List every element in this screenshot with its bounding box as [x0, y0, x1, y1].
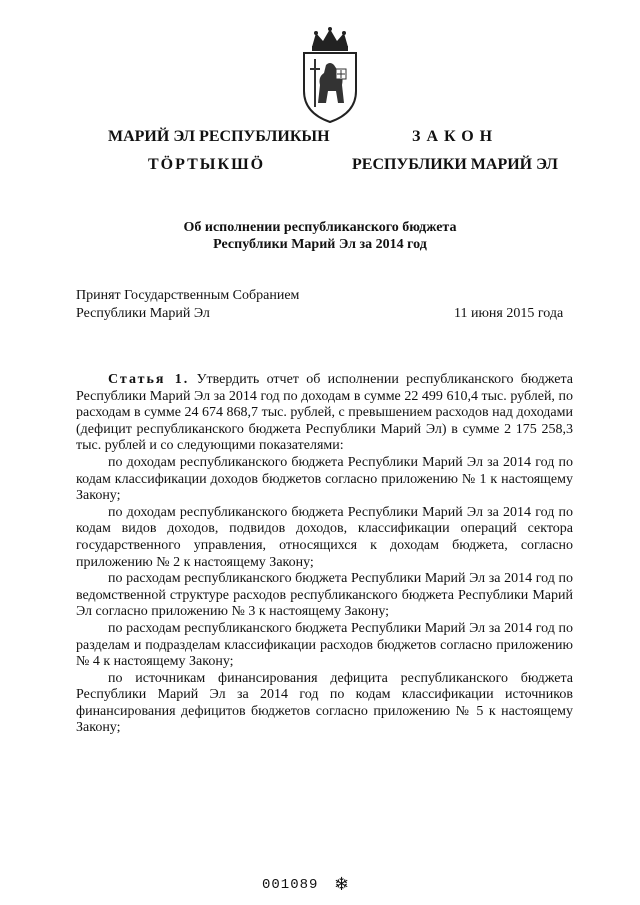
article-item: по расходам республиканского бюджета Республики Марий Эл за 2014 год по ведомственной структуре расходов республиканского бюджета Республики Марий Эл согласно приложению № 3 к настоящему Закону; — [76, 571, 573, 620]
adoption-date: 11 июня 2015 года — [454, 306, 564, 321]
adoption-line2: Республики Марий Эл — [76, 306, 210, 321]
header-right-line1: ЗАКОН — [412, 128, 499, 145]
article-item: по доходам республиканского бюджета Республики Марий Эл за 2014 год по кодам видов доходов, подвидов доходов, классификации операций сектора государственного управления, относящихся к доходам бюджета, согласно приложению № 2 к настоящему Закону; — [76, 504, 573, 570]
article-body — [76, 372, 573, 737]
coat-of-arms-icon — [298, 25, 362, 125]
header-left-line1: МАРИЙ ЭЛ РЕСПУБЛИКЫН — [108, 128, 330, 145]
article-item: по расходам республиканского бюджета Республики Марий Эл за 2014 год по разделам и подразделам классификации расходов бюджетов согласно приложению № 4 к настоящему Закону; — [76, 620, 573, 670]
header-right-line2: РЕСПУБЛИКИ МАРИЙ ЭЛ — [352, 156, 558, 173]
article-intro — [76, 372, 573, 455]
article-item: по доходам республиканского бюджета Республики Марий Эл за 2014 год по кодам классификации доходов бюджетов согласно приложению № 1 к настоящему Закону; — [76, 454, 573, 504]
snowflake-icon: ❄ — [334, 874, 350, 894]
article-heading: Статья 1. — [108, 372, 190, 387]
article-intro-text: Утвердить отчет об исполнении республиканского бюджета Республики Марий Эл за 2014 год по доходам в сумме 22 499 610,4 тыс. рублей, по расходам в сумме 24 674 868,7 тыс. рублей, с превышением расходов над доходами (дефицит республиканского бюджета Республики Марий Эл) в сумме 2 175 258,3 тыс. рублей и со следующими показателями: — [76, 372, 573, 454]
adoption-note — [76, 287, 299, 323]
adoption-line1: Принят Государственным Собранием — [76, 288, 300, 303]
header-left-line2: ТӦРТЫКШӦ — [148, 156, 266, 173]
document-number: 001089 — [262, 877, 319, 893]
document-title-line1: Об исполнении республиканского бюджета — [183, 220, 457, 235]
document-title-line2: Республики Марий Эл за 2014 год — [213, 237, 427, 252]
article-item: по источникам финансирования дефицита республиканского бюджета Республики Марий Эл за 2014 год по кодам классификации источников финансирования дефицитов бюджетов согласно приложению № 5 к настоящему Закону; — [76, 670, 573, 736]
